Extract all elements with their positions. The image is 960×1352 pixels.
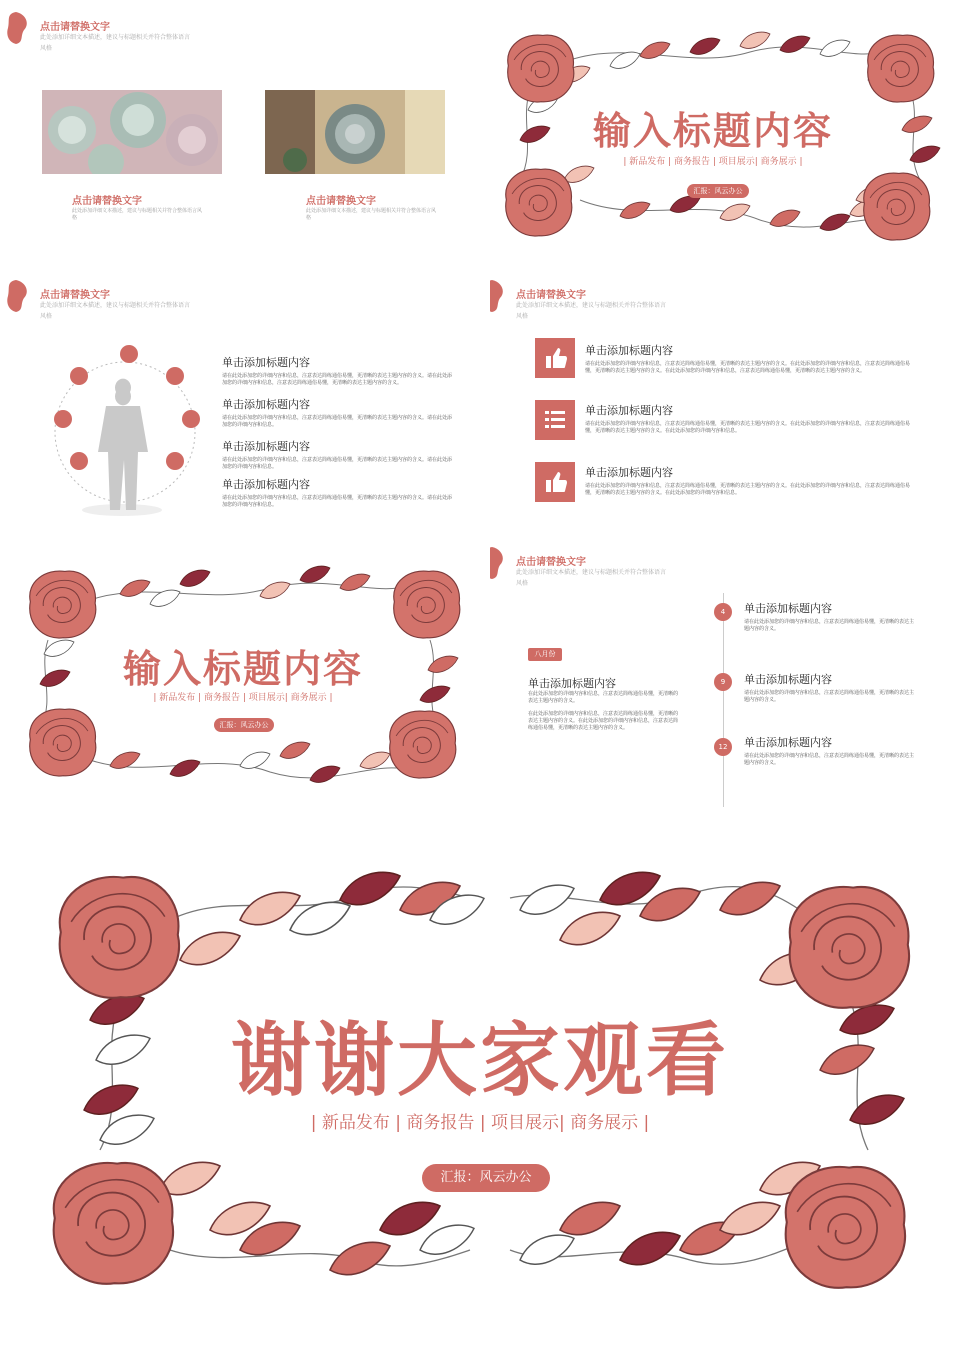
- header-title[interactable]: 点击请替换文字: [40, 22, 110, 33]
- timeline-item: [744, 671, 914, 704]
- item-title[interactable]: 单击添加标题内容: [222, 356, 310, 369]
- header-blob-icon: [6, 280, 32, 314]
- lock-icon[interactable]: [166, 367, 184, 385]
- timeline-node[interactable]: [714, 603, 732, 621]
- list-item: [222, 354, 454, 387]
- item-body[interactable]: 请在此处添加您的详细内容和信息，注意表达简练通俗易懂，更清晰的表达主题内容的含义。请在此处添加您的详细内容和信息。: [222, 495, 453, 508]
- timeline-node[interactable]: [714, 738, 732, 756]
- left-body-1[interactable]: 在此处添加您的详细内容和信息，注意表达简练通俗易懂，更清晰的表达主题内容的含义。: [528, 691, 679, 704]
- header-blob-icon: [6, 12, 32, 46]
- item-body[interactable]: 请在此处添加您的详细内容和信息，注意表达简练通俗易懂，更清晰的表达主题内容的含义。请在此处添加您的详细内容和信息。: [222, 415, 453, 428]
- item-body[interactable]: 请在此处添加您的详细内容和信息，注意表达简练通俗易懂，更清晰的表达主题内容的含义。请在此处添加您的详细内容和信息。: [222, 457, 453, 470]
- slide-timeline: [490, 545, 960, 815]
- slide-feature-list: [490, 270, 960, 530]
- list-item: [222, 438, 454, 471]
- timeline-item: [744, 600, 914, 633]
- header-desc[interactable]: 此处添加详细文本描述，建议与标题相关并符合整体语言风格: [516, 569, 667, 587]
- graduation-icon[interactable]: [70, 452, 88, 470]
- heart-icon[interactable]: [54, 410, 72, 428]
- card-title-1[interactable]: 点击请替换文字: [72, 196, 142, 207]
- diamond-icon[interactable]: [70, 367, 88, 385]
- ending-title[interactable]: 谢谢大家观看: [231, 1014, 729, 1107]
- item-title[interactable]: 单击添加标题内容: [222, 398, 310, 411]
- feature-item: [585, 402, 915, 435]
- cover-reporter[interactable]: 汇报：风云办公: [687, 184, 749, 198]
- slide-ending: [0, 850, 960, 1320]
- header-title[interactable]: 点击请替换文字: [516, 290, 586, 301]
- feature-item: [585, 464, 915, 497]
- globe-icon[interactable]: [166, 452, 184, 470]
- header-desc[interactable]: 此处添加详细文本描述，建议与标题相关并符合整体语言风格: [40, 34, 191, 52]
- item-title[interactable]: 单击添加标题内容: [585, 344, 673, 357]
- item-body[interactable]: 请在此处添加您的详细内容和信息，注意表达简练通俗易懂，更清晰的表达主题内容的含义。: [744, 753, 915, 766]
- succulent-photo-1: [42, 90, 222, 174]
- month-tag[interactable]: 八月份: [528, 648, 562, 661]
- section-title[interactable]: 输入标题内容: [122, 647, 363, 691]
- icon-ring: [40, 340, 210, 520]
- header-blob-icon: [490, 280, 508, 314]
- item-title[interactable]: 单击添加标题内容: [744, 673, 832, 686]
- numbered-list-icon[interactable]: [535, 400, 575, 440]
- succulent-photo-2: [265, 90, 445, 174]
- node-number: 4: [720, 608, 726, 616]
- section-subtitle[interactable]: | 新品发布 | 商务报告 | 项目展示| 商务展示 |: [153, 693, 333, 703]
- timeline-node[interactable]: [714, 673, 732, 691]
- slide-icon-list: [0, 270, 470, 530]
- item-body[interactable]: 请在此处添加您的详细内容和信息，注意表达简练通俗易懂，更清晰的表达主题内容的含义。在此处添加您的详细内容和信息，注意表达简练通俗易懂，更清晰的表达主题内容的含义。在此处添加您的详细内容和信息。: [585, 483, 911, 496]
- list-item: [222, 476, 454, 509]
- ending-subtitle[interactable]: | 新品发布 | 商务报告 | 项目展示| 商务展示 |: [310, 1113, 650, 1133]
- header-title[interactable]: 点击请替换文字: [516, 557, 586, 568]
- slide-cover: [490, 0, 960, 250]
- card-desc-1[interactable]: 此处添加详细文本描述，建议与标题相关并符合整体语言风格: [72, 208, 203, 221]
- thumbs-up-icon[interactable]: [535, 462, 575, 502]
- header-desc[interactable]: 此处添加详细文本描述，建议与标题相关并符合整体语言风格: [516, 302, 667, 320]
- ending-reporter[interactable]: 汇报：风云办公: [422, 1164, 550, 1192]
- header-desc[interactable]: 此处添加详细文本描述，建议与标题相关并符合整体语言风格: [40, 302, 191, 320]
- left-body-2[interactable]: 在此处添加您的详细内容和信息，注意表达简练通俗易懂，更清晰的表达主题内容的含义。在此处添加您的详细内容和信息，注意表达简练通俗易懂，更清晰的表达主题内容的含义。: [528, 711, 679, 731]
- item-body[interactable]: 请在此处添加您的详细内容和信息，注意表达简练通俗易懂，更清晰的表达主题内容的含义。: [744, 619, 915, 632]
- timeline-item: [744, 734, 914, 767]
- header-title[interactable]: 点击请替换文字: [40, 290, 110, 301]
- cover-subtitle[interactable]: | 新品发布 | 商务报告 | 项目展示| 商务展示 |: [623, 157, 803, 167]
- cover-title[interactable]: 输入标题内容: [592, 109, 833, 153]
- node-number: 9: [720, 678, 726, 686]
- feature-item: [585, 342, 915, 375]
- item-title[interactable]: 单击添加标题内容: [222, 478, 310, 491]
- item-body[interactable]: 请在此处添加您的详细内容和信息，注意表达简练通俗易懂，更清晰的表达主题内容的含义。请在此处添加您的详细内容和信息，注意表达简练通俗易懂，更清晰的表达主题内容的含义。: [222, 373, 453, 386]
- item-body[interactable]: 请在此处添加您的详细内容和信息，注意表达简练通俗易懂，更清晰的表达主题内容的含义。在此处添加您的详细内容和信息，注意表达简练通俗易懂，更清晰的表达主题内容的含义。在此处添加您的详细内容和信息。: [585, 421, 911, 434]
- thumbs-up-icon[interactable]: [182, 410, 200, 428]
- item-title[interactable]: 单击添加标题内容: [744, 602, 832, 615]
- section-reporter[interactable]: 汇报：风云办公: [214, 718, 274, 732]
- item-title[interactable]: 单击添加标题内容: [585, 404, 673, 417]
- card-title-2[interactable]: 点击请替换文字: [306, 196, 376, 207]
- list-item: [222, 396, 454, 429]
- item-body[interactable]: 请在此处添加您的详细内容和信息，注意表达简练通俗易懂，更清晰的表达主题内容的含义。在此处添加您的详细内容和信息，注意表达简练通俗易懂，更清晰的表达主题内容的含义。在此处添加您的详细内容和信息，注意表达简练通俗易懂，更清晰的表达主题内容的含义。: [585, 361, 911, 374]
- item-title[interactable]: 单击添加标题内容: [744, 736, 832, 749]
- card-desc-2[interactable]: 此处添加详细文本描述，建议与标题相关并符合整体语言风格: [306, 208, 437, 221]
- header-blob-icon: [490, 547, 508, 581]
- slide-section-cover: [0, 560, 470, 800]
- item-body[interactable]: 请在此处添加您的详细内容和信息，注意表达简练通俗易懂，更清晰的表达主题内容的含义。: [744, 690, 915, 703]
- thumbs-up-icon[interactable]: [535, 338, 575, 378]
- node-number: 12: [718, 743, 728, 751]
- slide-gallery: [0, 0, 470, 250]
- left-title[interactable]: 单击添加标题内容: [528, 677, 616, 690]
- item-title[interactable]: 单击添加标题内容: [585, 466, 673, 479]
- item-title[interactable]: 单击添加标题内容: [222, 440, 310, 453]
- paint-icon[interactable]: [120, 345, 138, 363]
